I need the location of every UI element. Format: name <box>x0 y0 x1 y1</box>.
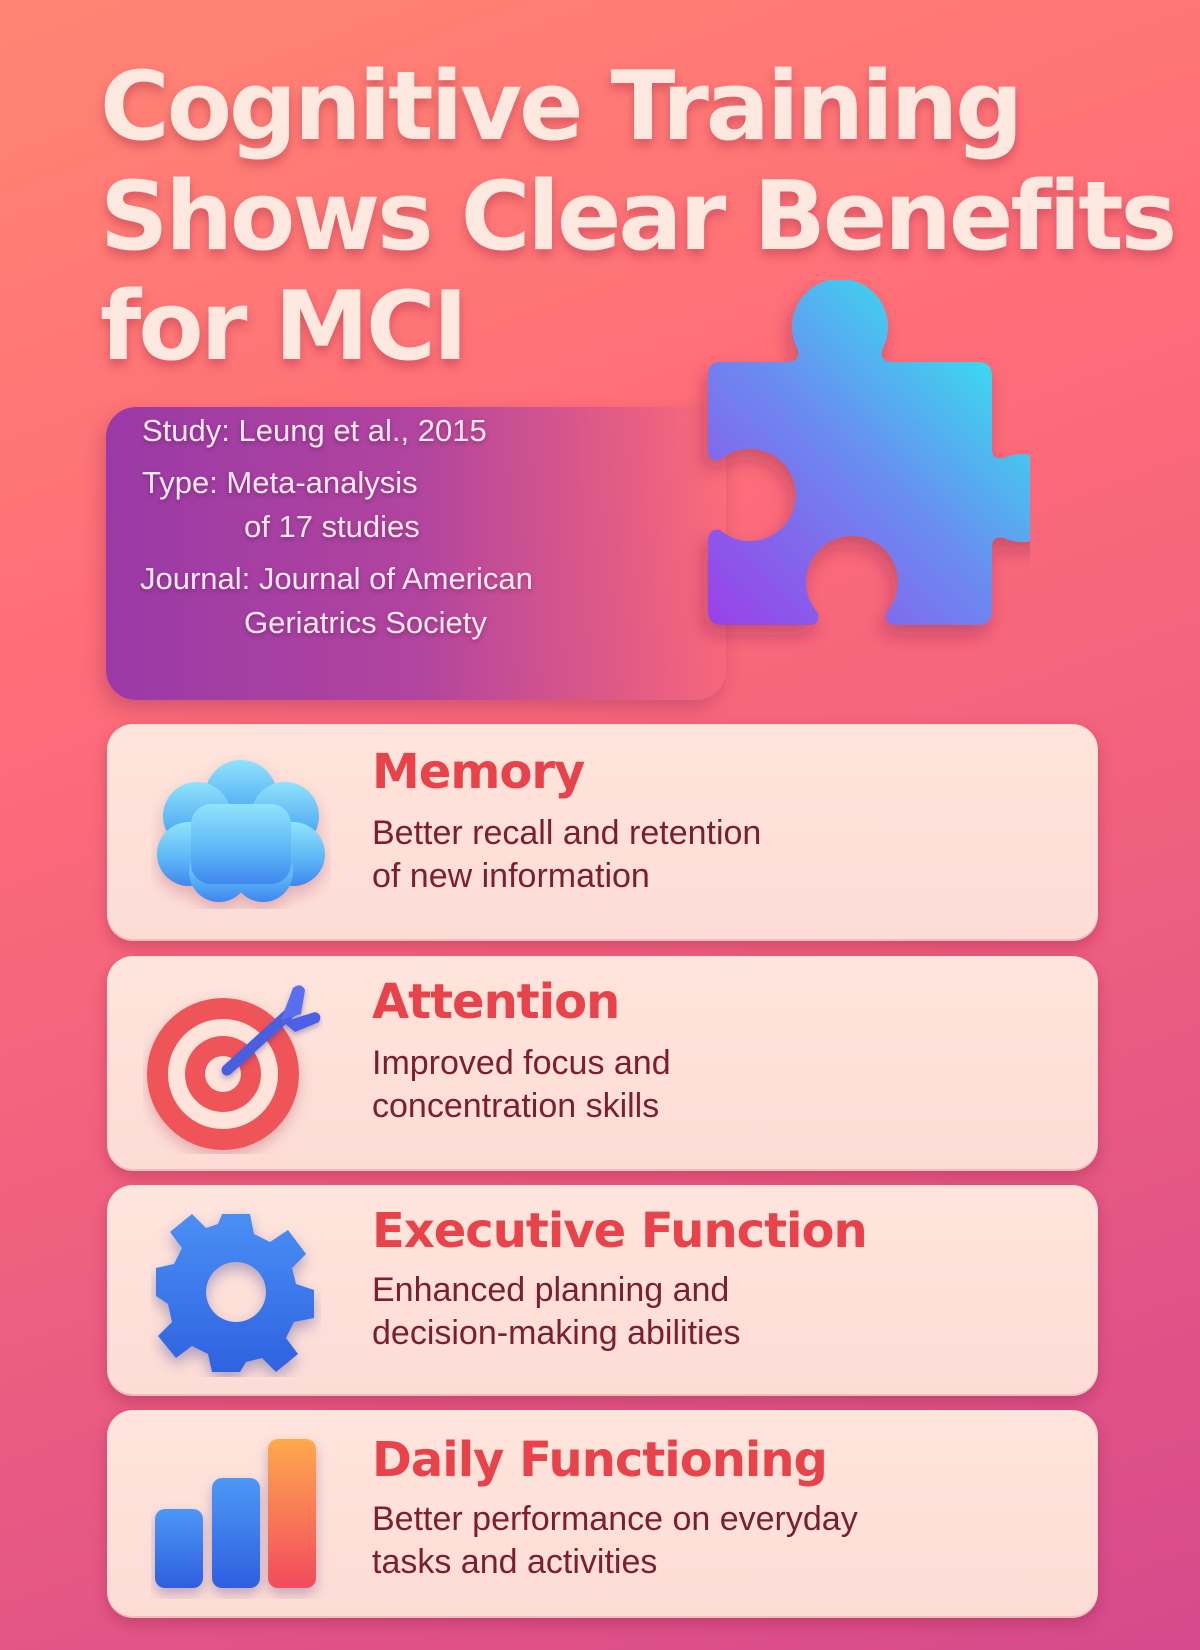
study-type: Type: Meta-analysis <box>142 465 418 500</box>
study-journal: Journal: Journal of American <box>140 561 533 596</box>
benefit-title: Executive Function <box>372 1203 867 1259</box>
title-line-2: Shows Clear Benefits <box>100 162 1175 272</box>
benefit-description <box>372 1042 671 1128</box>
benefit-description <box>372 1498 858 1584</box>
puzzle-piece-icon <box>660 280 1030 650</box>
benefit-description <box>372 812 761 898</box>
study-journal-continued: Geriatrics Society <box>244 605 487 640</box>
benefit-title: Memory <box>372 744 585 800</box>
benefit-card-executive-function <box>107 1185 1098 1396</box>
title-line-3: for MCI <box>100 272 466 382</box>
benefit-card-daily-functioning <box>107 1410 1098 1618</box>
benefit-description-line: Better recall and retention <box>372 814 762 852</box>
study-type-continued: of 17 studies <box>244 509 420 544</box>
benefit-card-memory <box>107 724 1098 941</box>
benefit-title: Daily Functioning <box>372 1432 827 1488</box>
cloud-icon <box>151 754 331 909</box>
gear-icon <box>151 1207 321 1377</box>
benefit-description <box>372 1269 741 1355</box>
benefit-description-line: Improved focus and <box>372 1044 671 1082</box>
benefit-description-line: decision-making abilities <box>372 1314 741 1352</box>
benefit-description-line: tasks and activities <box>372 1543 658 1581</box>
study-info-box <box>106 407 726 700</box>
bar-chart-icon <box>151 1434 331 1599</box>
study-citation: Study: Leung et al., 2015 <box>142 413 487 448</box>
benefit-description-line: concentration skills <box>372 1087 660 1125</box>
title-line-1: Cognitive Training <box>100 52 1021 162</box>
benefit-description-line: Better performance on everyday <box>372 1500 858 1538</box>
benefit-description-line: of new information <box>372 857 650 895</box>
benefit-title: Attention <box>372 974 620 1030</box>
target-dart-icon <box>143 974 323 1154</box>
benefit-description-line: Enhanced planning and <box>372 1271 730 1309</box>
benefit-card-attention <box>107 956 1098 1171</box>
